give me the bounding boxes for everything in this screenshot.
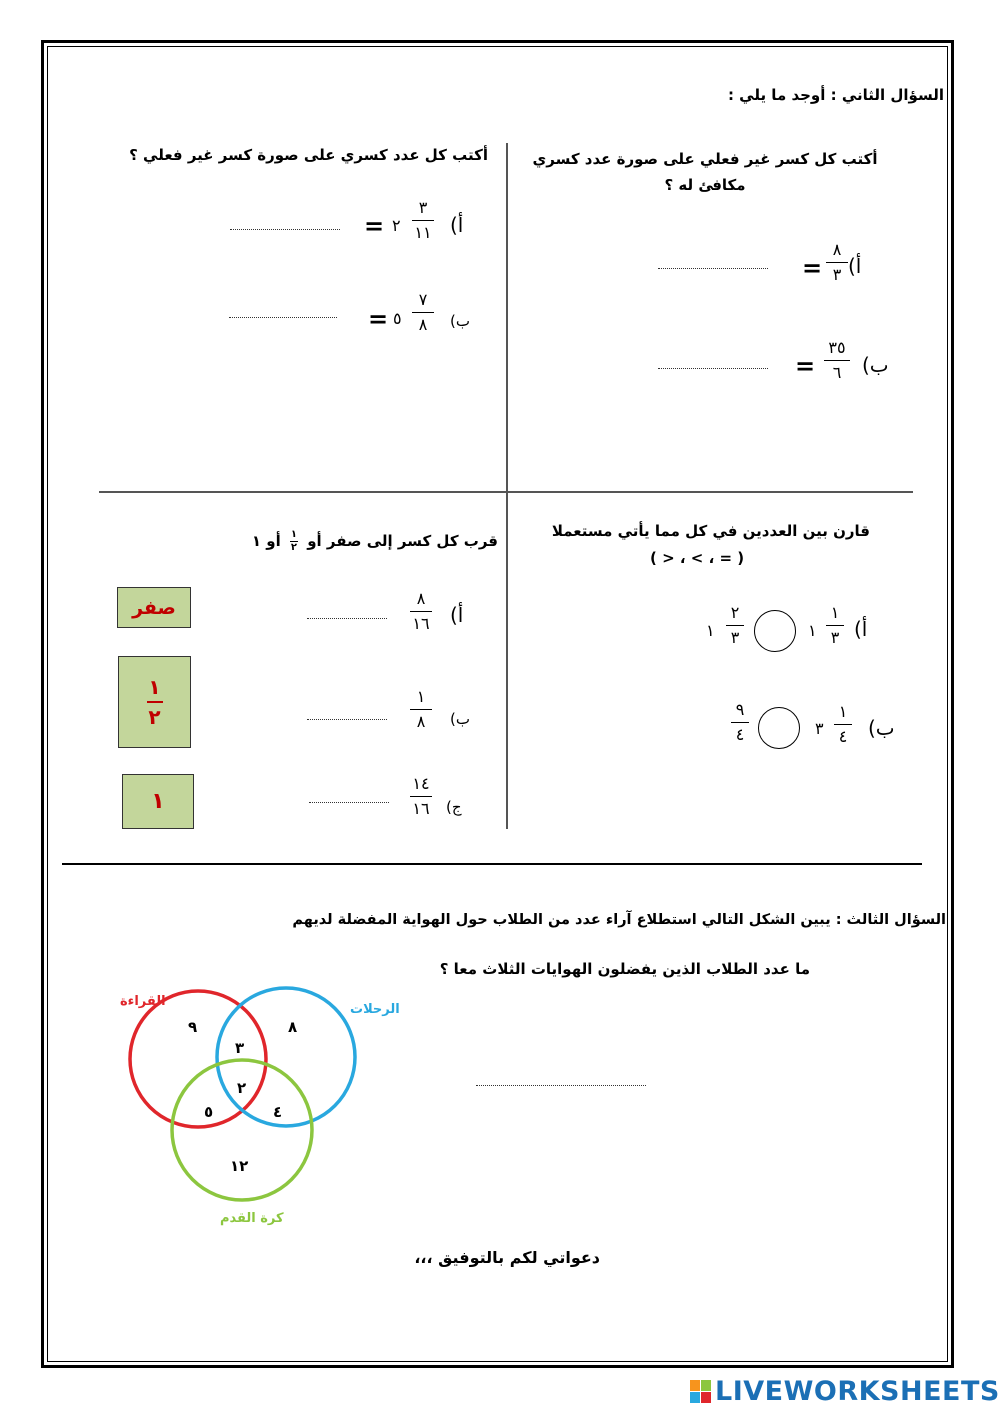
denominator: ١١ xyxy=(414,223,432,242)
liveworksheets-logo-icon xyxy=(690,1380,712,1404)
lb-b-label: ب) xyxy=(450,710,470,728)
closing-text: دعواتي لكم بالتوفيق ،،، xyxy=(414,1248,600,1267)
rt-a-equals: = xyxy=(802,254,823,282)
answer-half-fraction xyxy=(147,676,163,728)
lb-a-answer-line[interactable] xyxy=(307,618,387,619)
denominator: ٤ xyxy=(735,725,745,744)
horizontal-divider xyxy=(99,491,913,493)
numerator: ٨ xyxy=(832,240,842,259)
compare-instruction: قارن بين العددين في كل مما يأتي مستعملا xyxy=(551,522,870,540)
lt-a-fraction xyxy=(412,199,434,242)
denominator: ٣ xyxy=(730,628,740,647)
improper-to-mixed-instruction: أكتب كل كسر غير فعلي على صورة عدد كسري مكافئ له ؟ xyxy=(532,150,878,194)
venn-diagram xyxy=(80,985,420,1240)
denominator: ٤ xyxy=(838,727,848,746)
trips-only-value: ٨ xyxy=(288,1018,298,1036)
denominator: ١٦ xyxy=(412,614,430,633)
rounding-half-fraction xyxy=(290,530,298,553)
trips-label: الرحلات xyxy=(350,1002,400,1017)
football-label: كرة القدم xyxy=(220,1211,284,1226)
answer-option-zero-text: صفر xyxy=(132,596,176,619)
answer-option-one-text: ١ xyxy=(151,789,165,814)
rt-a-answer-line[interactable] xyxy=(658,268,768,269)
rb-b-left-fraction xyxy=(834,703,852,746)
lb-a-label: أ) xyxy=(450,603,464,627)
rb-b-compare-circle[interactable] xyxy=(758,707,800,749)
q3-title: السؤال الثالث : يبين الشكل التالي استطلاع آراء عدد من الطلاب حول الهواية المفضلة لديهم xyxy=(292,912,946,928)
rb-b-left-whole: ٣ xyxy=(815,719,824,738)
rounding-instruction xyxy=(252,530,498,553)
reading-only-value: ٩ xyxy=(188,1018,198,1036)
fraction-bar xyxy=(826,262,848,263)
rb-a-right-fraction xyxy=(726,604,744,647)
lb-c-label: ج) xyxy=(446,798,462,816)
lb-c-fraction xyxy=(410,775,432,818)
lt-b-answer-line[interactable] xyxy=(229,317,337,318)
denominator: ٢ xyxy=(148,705,161,729)
denominator: ٣ xyxy=(832,265,842,284)
q3-answer-line[interactable] xyxy=(476,1085,646,1086)
fraction-bar xyxy=(834,724,852,725)
numerator: ١ xyxy=(838,702,848,721)
rt-a-fraction xyxy=(826,241,848,284)
q3-question: ما عدد الطلاب الذين يفضلون الهوايات الثلاث معا ؟ xyxy=(439,960,810,978)
section-divider xyxy=(62,863,922,865)
fraction-bar xyxy=(412,312,434,313)
rt-b-fraction xyxy=(824,339,850,382)
numerator: ١ xyxy=(830,603,840,622)
denominator: ٨ xyxy=(418,315,428,334)
lt-a-answer-line[interactable] xyxy=(230,229,340,230)
numerator: ٩ xyxy=(735,700,745,719)
fraction-bar xyxy=(410,709,432,710)
denominator: ٣ xyxy=(830,628,840,647)
numerator: ١ xyxy=(416,687,426,706)
answer-option-one[interactable] xyxy=(122,774,194,829)
numerator: ١٤ xyxy=(412,774,430,793)
football-only-value: ١٢ xyxy=(230,1157,249,1175)
numerator: ٣ xyxy=(418,198,428,217)
fraction-bar xyxy=(726,625,744,626)
lt-b-equals: = xyxy=(368,305,389,333)
mixed-to-improper-instruction: أكتب كل عدد كسري على صورة كسر غير فعلي ؟ xyxy=(129,146,488,164)
fraction-bar xyxy=(147,701,163,703)
rb-b-right-fraction xyxy=(731,701,749,744)
lb-c-answer-line[interactable] xyxy=(309,802,389,803)
denominator: ٨ xyxy=(416,712,426,731)
fraction-bar xyxy=(826,625,844,626)
answer-option-half[interactable] xyxy=(118,656,191,748)
lt-b-whole: ٥ xyxy=(393,309,402,328)
lt-b-fraction xyxy=(412,291,434,334)
lt-a-whole: ٢ xyxy=(392,216,401,235)
reading-football-value: ٥ xyxy=(204,1103,214,1121)
lb-b-answer-line[interactable] xyxy=(307,719,387,720)
trips-football-value: ٤ xyxy=(273,1103,283,1121)
compare-symbols: ( > ، < ، = ) xyxy=(650,549,745,567)
liveworksheets-logo-text: LIVEWORKSHEETS xyxy=(715,1376,1000,1407)
q2-title: السؤال الثاني : أوجد ما يلي : xyxy=(727,86,944,104)
fraction-bar xyxy=(410,611,432,612)
all-three-value: ٢ xyxy=(237,1079,247,1097)
rb-a-right-whole: ١ xyxy=(706,621,715,640)
vertical-divider xyxy=(506,143,508,829)
fraction-bar xyxy=(410,796,432,797)
lt-a-equals: = xyxy=(364,212,385,240)
numerator: ٢ xyxy=(730,603,740,622)
lb-a-fraction xyxy=(410,590,432,633)
denominator: ١٦ xyxy=(412,799,430,818)
numerator: ٣٥ xyxy=(828,338,846,357)
lb-b-fraction xyxy=(410,688,432,731)
rt-a-label: أ) xyxy=(848,254,862,278)
rb-a-left-whole: ١ xyxy=(808,621,817,640)
lt-a-label: أ) xyxy=(450,213,464,237)
answer-option-zero[interactable] xyxy=(117,587,191,628)
fraction-bar xyxy=(731,722,749,723)
rt-b-label: ب) xyxy=(862,353,889,377)
numerator: ٧ xyxy=(418,290,428,309)
denominator: ٦ xyxy=(832,363,842,382)
reading-label: القراءة xyxy=(120,994,166,1009)
numerator: ١ xyxy=(290,529,298,540)
rb-a-label: أ) xyxy=(854,617,868,641)
rb-a-compare-circle[interactable] xyxy=(754,610,796,652)
fraction-bar xyxy=(824,360,850,361)
reading-trips-value: ٣ xyxy=(235,1039,245,1057)
trips-circle xyxy=(217,988,355,1126)
rounding-instruction-post: أو ١ xyxy=(251,532,281,550)
denominator: ٢ xyxy=(290,542,298,553)
liveworksheets-logo xyxy=(690,1376,1000,1407)
lt-b-label: ب) xyxy=(450,312,470,330)
fraction-bar xyxy=(412,220,434,221)
numerator: ١ xyxy=(148,675,161,699)
rt-b-equals: = xyxy=(795,352,816,380)
rb-a-left-fraction xyxy=(826,604,844,647)
numerator: ٨ xyxy=(416,589,426,608)
rt-b-answer-line[interactable] xyxy=(658,368,768,369)
rb-b-label: ب) xyxy=(868,716,895,740)
rounding-instruction-pre: قرب كل كسر إلى صفر أو xyxy=(307,532,498,550)
